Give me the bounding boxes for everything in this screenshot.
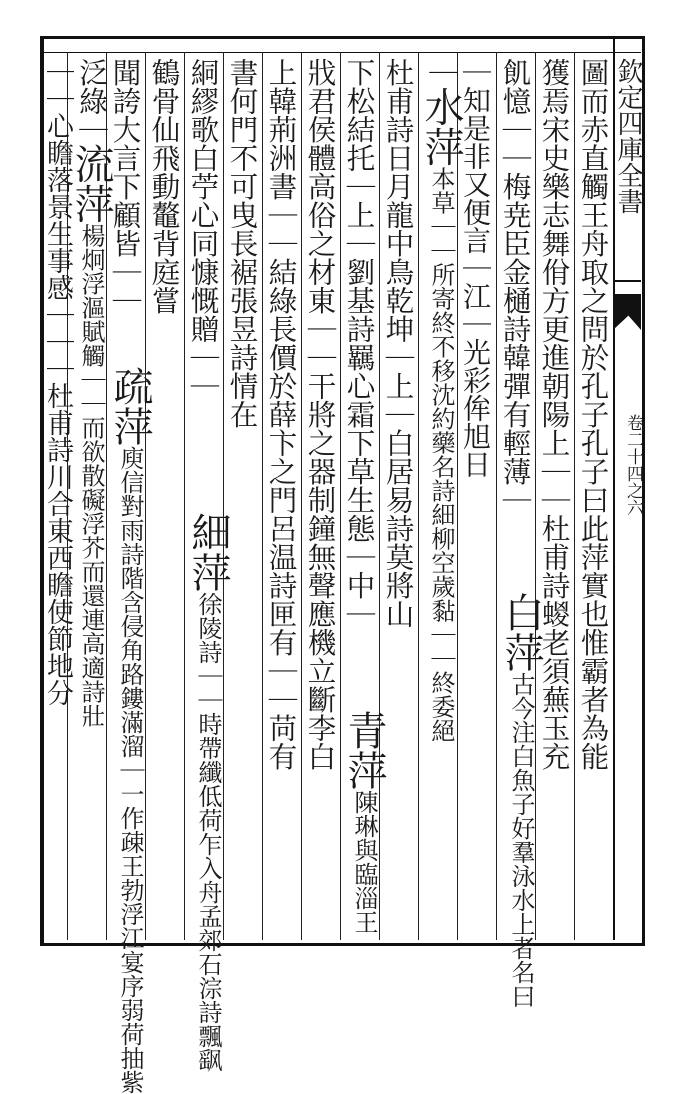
side-margin-divider: [613, 280, 641, 282]
text-column-13: 聞誇大言下顧皆｜｜: [108, 58, 142, 315]
heading-shu-ping: 疏萍: [107, 366, 153, 446]
column-rule: [301, 52, 302, 940]
text-column-11: 絧繆歌白苧心同慷慨贈｜｜: [186, 58, 220, 400]
column-5-lead: ｜: [425, 58, 458, 87]
heading-xi-ping: 細萍: [185, 512, 231, 592]
text-column-5: [418, 58, 464, 743]
column-rule: [574, 52, 575, 940]
column-14-note: 楊炯浮漚賦觸｜｜而欲散礙浮芥而還連高適詩壯: [77, 223, 105, 728]
text-column-9: 上韓荊洲書｜｜結綠長價於薛卞之門呂温詩匣有｜｜苘有: [264, 58, 298, 771]
inset-shu-ping: [107, 366, 153, 1094]
text-column-12: 鶴骨仙飛動鼇背庭嘗: [147, 58, 181, 315]
inset-bai-ping: [498, 592, 544, 1008]
bai-ping-note: 古今注白魚子好羣泳水上者名曰: [507, 672, 535, 1008]
heading-qing-ping: 青萍: [341, 710, 387, 790]
text-column-15: ｜｜心瞻落景生事感｜｜｜杜甫詩川合東西瞻使節地分: [42, 58, 73, 706]
text-column-1: 圖而赤直觸王舟取之問於孔子孔子曰此萍實也惟霸者為能: [576, 58, 610, 771]
text-column-6: 杜甫詩日月龍中鳥乾坤｜上｜白居易詩莫將山: [381, 58, 415, 628]
shu-ping-note: 庾信對雨詩階含侵角路鏤滿溜｜一作疎王勃浮江宴序弱荷抽紫: [116, 446, 144, 1094]
heading-shui-ping: 水萍: [418, 86, 464, 167]
text-column-8: 戕君侯體高俗之材東｜｜干將之器制鐘無聲應機立斷李白: [303, 58, 337, 771]
text-column-4: ｜知是非又便言｜江｜光彩侔旭日: [459, 58, 492, 478]
column-rule: [496, 52, 497, 940]
text-column-14: [68, 58, 114, 728]
xi-ping-note: 徐陵詩｜｜時帶纖低荷乍入舟孟郊石淙詩飄飖: [194, 592, 222, 1072]
side-margin-title: 欽定四庫全書: [613, 58, 643, 214]
column-rule: [262, 52, 263, 940]
heading-bai-ping: 白萍: [498, 592, 544, 672]
side-margin-volume: 卷二十四之六: [623, 414, 643, 516]
heading-liu-ping: 流萍: [68, 143, 114, 224]
column-5-note: 本草｜｜所寄終不移沈約藥名詩細柳空歲黏｜｜終委絕: [427, 166, 455, 743]
qing-ping-note: 陳琳與臨淄王: [350, 790, 378, 934]
text-column-10: 書何門不可曳長裾張昱詩情在: [225, 58, 259, 429]
column-rule: [184, 52, 185, 940]
column-14-lead: 泛綠｜: [75, 58, 108, 144]
text-column-7: 下松結托｜上｜劉基詩羈心霜下草生態｜中｜: [342, 58, 376, 628]
column-rule: [418, 52, 419, 940]
text-column-3: 飢憶｜｜梅尭臣金樋詩韓彈有輕薄｜: [498, 58, 532, 514]
inset-qing-ping: [341, 710, 387, 934]
column-rule: [340, 52, 341, 940]
inset-xi-ping: [185, 512, 231, 1072]
text-column-2: 獲焉宋史樂志舞佾方更進朝陽上｜｜杜甫詩蝬老須蕪玉充: [537, 58, 571, 771]
